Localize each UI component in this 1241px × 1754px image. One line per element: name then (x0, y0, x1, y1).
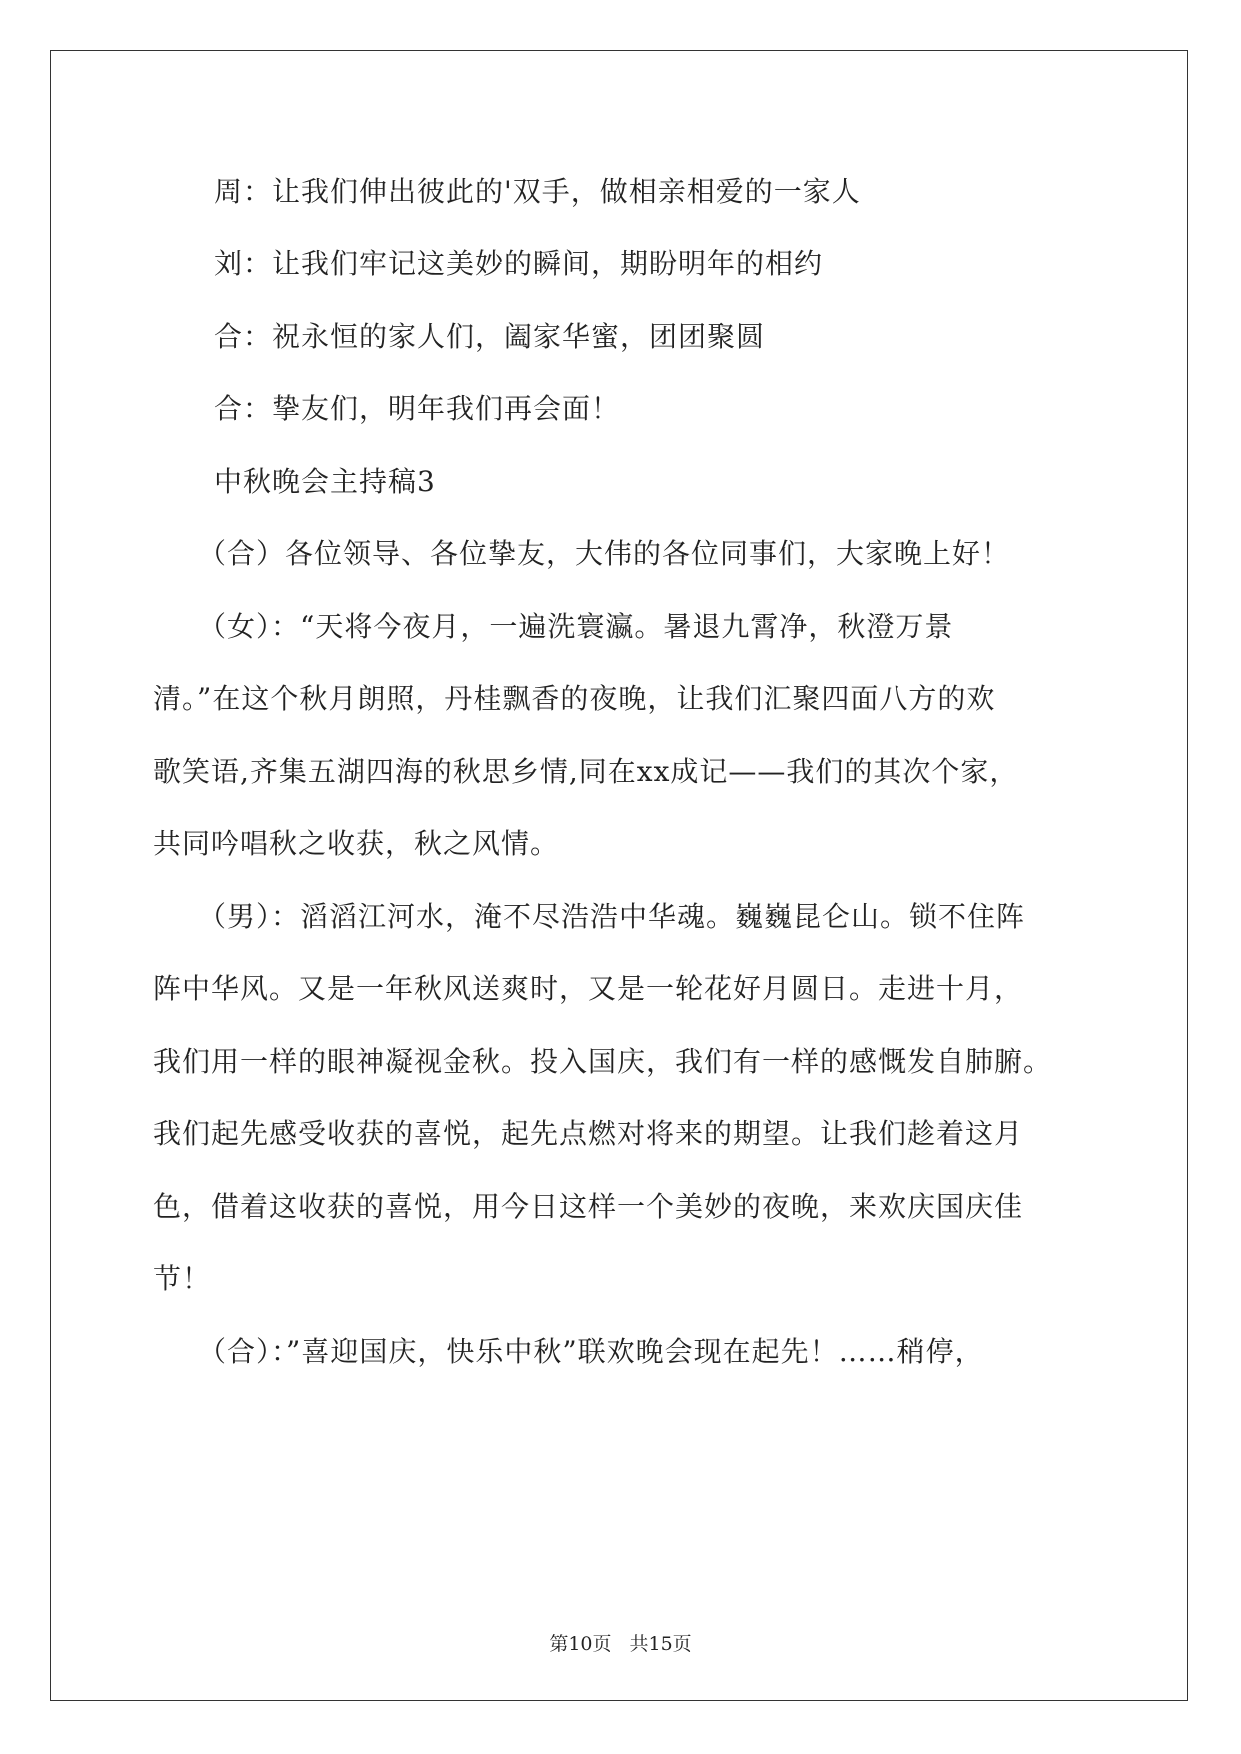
dialogue-line-he-1: 合：祝永恒的家人们，阖家华蜜，团团聚圆 (214, 320, 766, 353)
paragraph-female-line-1: （女）：“天将今夜月，一遍洗寰瀛。暑退九霄净，秋澄万景 (198, 610, 954, 643)
section-heading: 中秋晚会主持稿3 (214, 465, 436, 498)
paragraph-opening: （合）各位领导、各位挚友，大伟的各位同事们，大家晚上好！ (198, 537, 1011, 570)
dialogue-line-liu: 刘：让我们牢记这美妙的瞬间，期盼明年的相约 (214, 247, 824, 280)
dialogue-line-he-2: 合：挚友们，明年我们再会面！ (214, 392, 621, 425)
paragraph-male-line-4: 我们起先感受收获的喜悦，起先点燃对将来的期望。让我们趁着这月 (153, 1117, 1024, 1150)
paragraph-closing: （合）：”喜迎国庆，快乐中秋”联欢晚会现在起先！……稍停， (198, 1335, 984, 1368)
paragraph-male-line-3: 我们用一样的眼神凝视金秋。投入国庆，我们有一样的感慨发自肺腑。 (153, 1045, 1053, 1078)
page-number: 第10页 (549, 1633, 612, 1655)
paragraph-male-line-2: 阵中华风。又是一年秋风送爽时，又是一轮花好月圆日。走进十月， (153, 972, 1024, 1005)
paragraph-female-line-4: 共同吟唱秋之收获，秋之风情。 (153, 827, 560, 860)
paragraph-male-line-1: （男）：滔滔江河水，淹不尽浩浩中华魂。巍巍昆仑山。锁不住阵 (198, 900, 1026, 933)
page-total: 共15页 (629, 1633, 692, 1655)
paragraph-male-line-6: 节！ (153, 1262, 212, 1295)
dialogue-line-zhou: 周：让我们伸出彼此的'双手，做相亲相爱的一家人 (214, 175, 861, 208)
paragraph-female-line-2: 清。”在这个秋月朗照，丹桂飘香的夜晚，让我们汇聚四面八方的欢 (153, 682, 996, 715)
page-footer (0, 1632, 1241, 1656)
paragraph-female-line-3: 歌笑语,齐集五湖四海的秋思乡情,同在xx成记——我们的其次个家， (153, 755, 1019, 788)
page-border (50, 50, 1188, 1701)
paragraph-male-line-5: 色，借着这收获的喜悦，用今日这样一个美妙的夜晚，来欢庆国庆佳 (153, 1190, 1024, 1223)
